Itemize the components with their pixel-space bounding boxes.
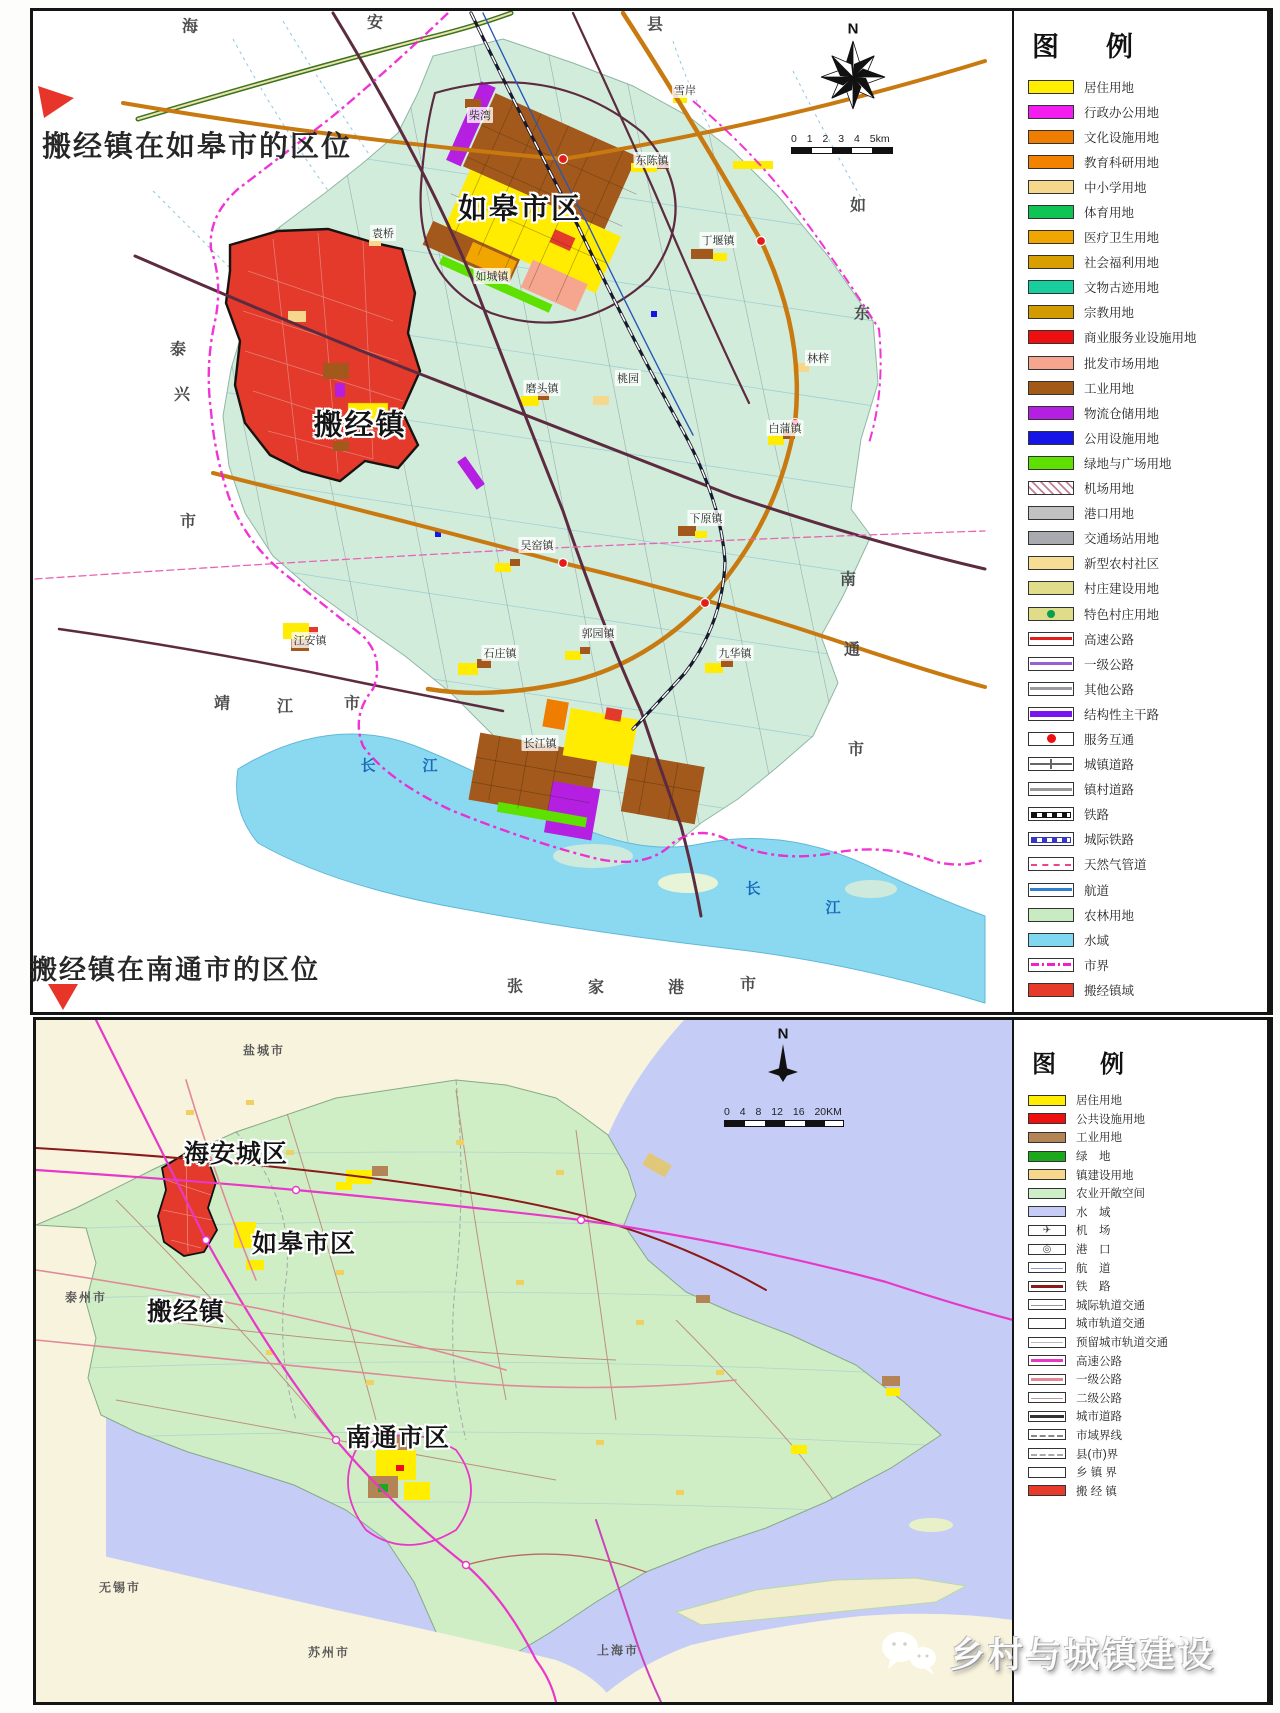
- legend-swatch-icon: [1028, 832, 1074, 846]
- legend-item: [1028, 1203, 1267, 1222]
- map-label: 东陈镇: [634, 152, 671, 168]
- legend-label: 批发市场用地: [1084, 356, 1160, 371]
- legend-swatch-icon: [1028, 105, 1074, 119]
- map-label: 江: [825, 899, 841, 917]
- legend-item: [1028, 1426, 1267, 1445]
- legend-label: 航道: [1084, 883, 1110, 898]
- legend-item: [1028, 752, 1267, 777]
- legend-swatch-icon: [1028, 506, 1074, 520]
- map2-scale-bar: [724, 1106, 844, 1127]
- legend-swatch-icon: [1028, 757, 1074, 771]
- legend-item: [1028, 250, 1267, 275]
- legend-label: 商业服务业设施用地: [1084, 331, 1197, 346]
- legend-label: 镇建设用地: [1076, 1169, 1134, 1182]
- legend-swatch-icon: [1028, 1299, 1066, 1310]
- legend-label: 镇村道路: [1084, 783, 1135, 798]
- legend-swatch-icon: [1028, 1132, 1066, 1143]
- map-label: 兴: [173, 386, 191, 404]
- legend-item: [1028, 199, 1267, 224]
- legend-swatch-icon: [1028, 305, 1074, 319]
- legend-swatch-icon: [1028, 607, 1074, 621]
- legend-label: 物流仓储用地: [1084, 406, 1160, 421]
- legend-label: 农林用地: [1084, 908, 1135, 923]
- legend-swatch-icon: [1028, 958, 1074, 972]
- legend-item: [1028, 1221, 1267, 1240]
- legend-swatch-icon: [1028, 657, 1074, 671]
- legend-swatch-icon: [1028, 356, 1074, 370]
- legend-item: [1028, 1240, 1267, 1259]
- legend-label: 居住用地: [1076, 1095, 1122, 1108]
- legend-label: 铁路: [1084, 808, 1110, 823]
- legend-item: [1028, 927, 1267, 952]
- map-label: 港: [667, 979, 685, 997]
- wechat-logo-icon: [878, 1629, 940, 1677]
- legend-item: [1028, 1091, 1267, 1110]
- legend-swatch-icon: [1028, 481, 1074, 495]
- legend-label: 行政办公用地: [1084, 105, 1160, 120]
- legend-swatch-icon: [1028, 1429, 1066, 1440]
- legend-swatch-icon: [1028, 1262, 1066, 1273]
- map-label: 市: [847, 741, 865, 759]
- legend-item: [1028, 1258, 1267, 1277]
- legend-label: 水 域: [1076, 1206, 1111, 1219]
- legend-swatch-icon: [1028, 1244, 1066, 1255]
- map-label: 长: [360, 757, 376, 775]
- scale-bar-graphic: [724, 1120, 844, 1127]
- legend-label: 工业用地: [1084, 381, 1135, 396]
- map-label: 苏州市: [307, 1645, 351, 1660]
- legend-swatch-icon: [1028, 1169, 1066, 1180]
- legend-label: 天然气管道: [1084, 858, 1147, 873]
- legend-item: [1028, 1110, 1267, 1129]
- legend-item: [1028, 651, 1267, 676]
- legend-swatch-icon: [1028, 456, 1074, 470]
- map-label: 下原镇: [688, 510, 725, 526]
- map2-title: 搬经镇在南通市的区位: [30, 955, 320, 985]
- legend-item: [1028, 1370, 1267, 1389]
- legend-label: 城市道路: [1076, 1411, 1122, 1424]
- map-label: 市: [179, 513, 197, 531]
- legend-label: 市域界线: [1076, 1429, 1122, 1442]
- legend-swatch-icon: [1028, 1411, 1066, 1422]
- map-label: 雪岸: [672, 82, 698, 98]
- legend-item: [1028, 576, 1267, 601]
- legend-item: [1028, 350, 1267, 375]
- map-label: 长江镇: [522, 735, 559, 751]
- legend-item: [1028, 1389, 1267, 1408]
- legend-item: [1028, 275, 1267, 300]
- legend-item: [1028, 124, 1267, 149]
- map-label: 南通市区: [345, 1424, 451, 1452]
- legend-swatch-icon: [1028, 205, 1074, 219]
- legend-panel-map1: [1012, 11, 1267, 1012]
- legend-label: 搬 经 镇: [1076, 1485, 1117, 1498]
- legend-label: 村庄建设用地: [1084, 582, 1160, 597]
- legend-item: [1028, 877, 1267, 902]
- legend-label: 高速公路: [1084, 632, 1135, 647]
- map-label: 泰州市: [64, 1290, 108, 1305]
- legend-swatch-icon: [1028, 556, 1074, 570]
- legend-label: 教育科研用地: [1084, 155, 1160, 170]
- legend-label: 结构性主干路: [1084, 707, 1160, 722]
- map-label: 江: [276, 698, 294, 716]
- map2-canvas: [36, 1020, 1013, 1702]
- legend-item: [1028, 476, 1267, 501]
- legend-item: [1028, 225, 1267, 250]
- legend-item: [1028, 1463, 1267, 1482]
- legend-item: [1028, 726, 1267, 751]
- legend-item: [1028, 1333, 1267, 1352]
- map-label: 上海市: [596, 1643, 640, 1658]
- legend-label: 居住用地: [1084, 80, 1135, 95]
- legend-swatch-icon: [1028, 807, 1074, 821]
- map-label: 如皋市区: [251, 1230, 357, 1258]
- legend-item: [1028, 1165, 1267, 1184]
- legend-label: 公用设施用地: [1084, 431, 1160, 446]
- map-label: 郭园镇: [580, 625, 617, 641]
- legend-label: 特色村庄用地: [1084, 607, 1160, 622]
- legend-swatch-icon: [1028, 1206, 1066, 1217]
- legend-item: [1028, 99, 1267, 124]
- legend-item: [1028, 1481, 1267, 1500]
- map-label: 长: [745, 880, 761, 898]
- scale-text: 0 4 8 12 16 20KM: [724, 1106, 842, 1118]
- legend-item: [1028, 400, 1267, 425]
- legend-label: 港 口: [1076, 1244, 1111, 1257]
- legend-swatch-icon: [1028, 255, 1074, 269]
- legend-swatch-icon: [1028, 230, 1074, 244]
- legend-label: 一级公路: [1084, 657, 1135, 672]
- map-label: 磨头镇: [524, 380, 561, 396]
- map-label: 丁堰镇: [700, 232, 737, 248]
- legend-label: 铁 路: [1076, 1281, 1111, 1294]
- legend-swatch-icon: [1028, 1485, 1066, 1496]
- legend-swatch-icon: [1028, 280, 1074, 294]
- legend-label: 城际铁路: [1084, 833, 1135, 848]
- legend-label: 其他公路: [1084, 682, 1135, 697]
- legend-item: [1028, 174, 1267, 199]
- legend-swatch-icon: [1028, 782, 1074, 796]
- legend-heading: 图 例: [1032, 1052, 1134, 1078]
- map-label: N: [777, 1025, 789, 1043]
- legend2-items: [1028, 1091, 1267, 1500]
- legend-item: [1028, 626, 1267, 651]
- legend-label: 机场用地: [1084, 482, 1135, 497]
- legend-swatch-icon: [1028, 1151, 1066, 1162]
- legend-item: [1028, 777, 1267, 802]
- legend-swatch-icon: [1028, 1448, 1066, 1459]
- legend-swatch-icon: [1028, 1467, 1066, 1478]
- map-label: 石庄镇: [482, 645, 519, 661]
- legend-label: 医疗卫生用地: [1084, 231, 1160, 246]
- legend-swatch-icon: [1028, 682, 1074, 696]
- legend-label: 搬经镇域: [1084, 983, 1135, 998]
- legend-swatch-icon: [1028, 1355, 1066, 1366]
- map-label: 如: [849, 197, 867, 215]
- legend-item: [1028, 1407, 1267, 1426]
- legend-item: [1028, 551, 1267, 576]
- legend-label: 乡 镇 界: [1076, 1467, 1117, 1480]
- legend-item: [1028, 375, 1267, 400]
- legend-swatch-icon: [1028, 883, 1074, 897]
- legend-item: [1028, 300, 1267, 325]
- legend-label: 工业用地: [1076, 1132, 1122, 1145]
- map2-frame: [33, 1017, 1273, 1705]
- legend-swatch-icon: [1028, 80, 1074, 94]
- map-label: 无锡市: [98, 1580, 142, 1595]
- map-label: 江: [422, 757, 438, 775]
- legend-item: [1028, 501, 1267, 526]
- legend-panel-map2: [1012, 1020, 1267, 1702]
- legend-swatch-icon: [1028, 531, 1074, 545]
- map-label: 桃园: [615, 370, 641, 386]
- legend-item: [1028, 601, 1267, 626]
- legend-label: 市界: [1084, 958, 1110, 973]
- map-label: 家: [587, 979, 605, 997]
- map-label: 泰: [169, 341, 187, 359]
- legend-item: [1028, 1147, 1267, 1166]
- map1-title: 搬经镇在如皋市的区位: [42, 131, 353, 163]
- legend-item: [1028, 802, 1267, 827]
- map-label: 江安镇: [292, 632, 329, 648]
- map-label: 盐城市: [242, 1043, 286, 1058]
- legend-item: [1028, 1128, 1267, 1147]
- legend-item: [1028, 1444, 1267, 1463]
- legend-item: [1028, 676, 1267, 701]
- map-label: 靖: [213, 695, 231, 713]
- legend-item: [1028, 1184, 1267, 1203]
- legend-swatch-icon: [1028, 1392, 1066, 1403]
- legend-swatch-icon: [1028, 1095, 1066, 1106]
- legend-label: 农业开敞空间: [1076, 1188, 1145, 1201]
- legend-swatch-icon: [1028, 155, 1074, 169]
- legend-swatch-icon: [1028, 130, 1074, 144]
- legend-label: 城际轨道交通: [1076, 1299, 1145, 1312]
- legend-label: 高速公路: [1076, 1355, 1122, 1368]
- legend-label: 预留城市轨道交通: [1076, 1337, 1168, 1350]
- legend-swatch-icon: [1028, 180, 1074, 194]
- legend-item: [1028, 977, 1267, 1002]
- map-label: 南: [839, 571, 857, 589]
- legend-swatch-icon: [1028, 908, 1074, 922]
- map-label: 张: [506, 978, 524, 996]
- legend-swatch-icon: [1028, 1188, 1066, 1199]
- legend-swatch-icon: [1028, 857, 1074, 871]
- legend-swatch-icon: [1028, 1281, 1066, 1292]
- map-label: 搬经镇: [313, 409, 407, 442]
- legend-swatch-icon: [1028, 983, 1074, 997]
- watermark: [878, 1628, 1216, 1678]
- legend-swatch-icon: [1028, 933, 1074, 947]
- scale-text: 0 1 2 3 4 5km: [791, 133, 890, 145]
- legend-label: 港口用地: [1084, 507, 1135, 522]
- legend-label: 文化设施用地: [1084, 130, 1160, 145]
- legend-label: 体育用地: [1084, 206, 1135, 221]
- legend-item: [1028, 149, 1267, 174]
- legend-label: 航 道: [1076, 1262, 1111, 1275]
- legend-swatch-icon: [1028, 1374, 1066, 1385]
- legend-item: [1028, 450, 1267, 475]
- legend-swatch-icon: [1028, 1318, 1066, 1329]
- legend-item: [1028, 902, 1267, 927]
- map-label: 白蒲镇: [767, 420, 804, 436]
- legend1-items: [1028, 74, 1267, 1002]
- map-label: 搬经镇: [146, 1298, 226, 1326]
- map-label: 市: [343, 695, 361, 713]
- legend-label: 公共设施用地: [1076, 1113, 1145, 1126]
- legend-swatch-icon: [1028, 1225, 1066, 1236]
- legend-swatch-icon: [1028, 330, 1074, 344]
- legend-label: 城镇道路: [1084, 758, 1135, 773]
- legend-swatch-icon: [1028, 707, 1074, 721]
- legend-label: 一级公路: [1076, 1374, 1122, 1387]
- map-label: 东: [853, 305, 871, 323]
- legend-item: [1028, 1314, 1267, 1333]
- map-label: N: [847, 20, 859, 38]
- legend-label: 交通场站用地: [1084, 532, 1160, 547]
- map-label: 袁桥: [370, 225, 396, 241]
- legend-label: 县(市)界: [1076, 1448, 1119, 1461]
- map-label: 如城镇: [474, 268, 511, 284]
- legend-swatch-icon: [1028, 431, 1074, 445]
- legend-label: 新型农村社区: [1084, 557, 1160, 572]
- legend-item: [1028, 425, 1267, 450]
- legend-swatch-icon: [1028, 1113, 1066, 1124]
- map-label: 安: [366, 14, 384, 32]
- legend-item: [1028, 325, 1267, 350]
- map-label: 海: [181, 18, 199, 36]
- legend-label: 绿地与广场用地: [1084, 456, 1172, 471]
- legend-swatch-icon: [1028, 732, 1074, 746]
- legend-swatch-icon: [1028, 406, 1074, 420]
- legend-item: [1028, 526, 1267, 551]
- map-label: 林梓: [805, 350, 831, 366]
- legend-label: 中小学用地: [1084, 180, 1147, 195]
- legend-swatch-icon: [1028, 632, 1074, 646]
- scale-bar-graphic: [791, 147, 893, 154]
- legend-swatch-icon: [1028, 1337, 1066, 1348]
- legend-label: 文物古迹用地: [1084, 281, 1160, 296]
- map-label: 吴窑镇: [519, 537, 556, 553]
- map-label: 柴湾: [467, 107, 493, 123]
- legend-label: 机 场: [1076, 1225, 1111, 1238]
- legend-label: 服务互通: [1084, 732, 1135, 747]
- legend-label: 社会福利用地: [1084, 256, 1160, 271]
- legend-label: 绿 地: [1076, 1151, 1111, 1164]
- legend-label: 二级公路: [1076, 1392, 1122, 1405]
- legend-heading: 图 例: [1032, 32, 1143, 62]
- watermark-text: 乡村与城镇建设: [950, 1636, 1217, 1675]
- map-label: 如皋市区: [457, 193, 583, 226]
- legend-item: [1028, 74, 1267, 99]
- legend-swatch-icon: [1028, 381, 1074, 395]
- legend-label: 水域: [1084, 933, 1110, 948]
- legend-item: [1028, 852, 1267, 877]
- map-label: 市: [739, 976, 757, 994]
- small-island: [909, 1518, 953, 1532]
- legend-swatch-icon: [1028, 581, 1074, 595]
- legend-item: [1028, 701, 1267, 726]
- legend-item: [1028, 952, 1267, 977]
- legend-item: [1028, 1351, 1267, 1370]
- map-label: 县: [646, 16, 664, 34]
- map-label: 通: [843, 641, 861, 659]
- legend-item: [1028, 827, 1267, 852]
- legend-item: [1028, 1296, 1267, 1315]
- legend-item: [1028, 1277, 1267, 1296]
- map-label: 九华镇: [717, 645, 754, 661]
- map-label: 海安城区: [183, 1140, 289, 1168]
- legend-label: 宗教用地: [1084, 306, 1135, 321]
- map1-scale-bar: [791, 133, 893, 154]
- legend-label: 城市轨道交通: [1076, 1318, 1145, 1331]
- red-flag-icon: [36, 84, 78, 122]
